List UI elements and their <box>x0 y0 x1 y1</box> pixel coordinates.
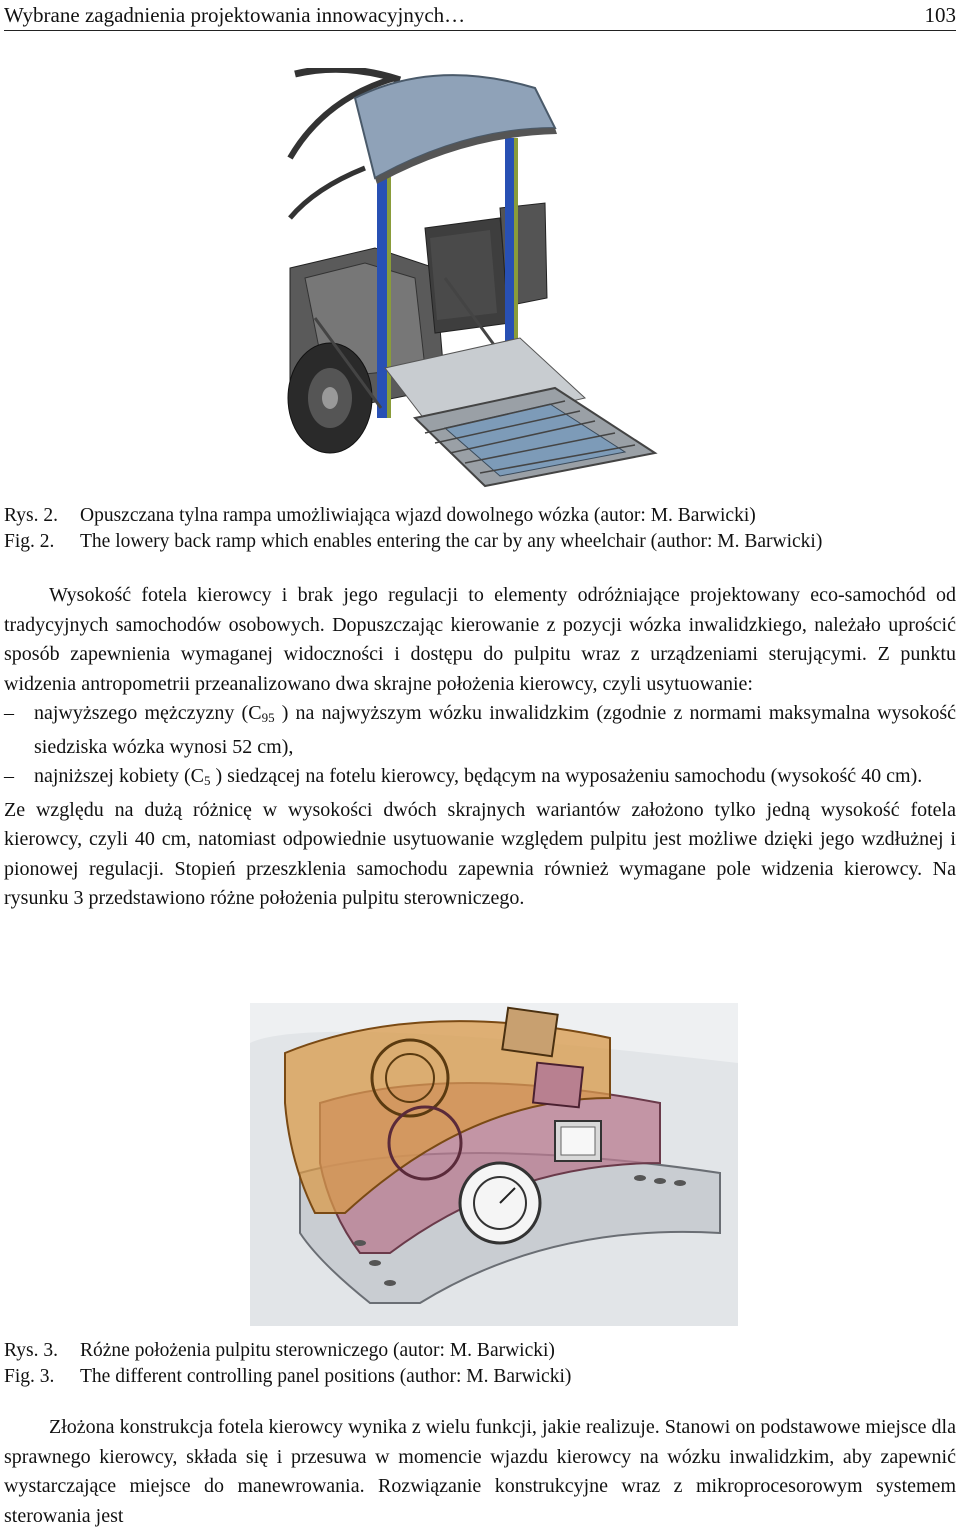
page-number: 103 <box>924 3 956 27</box>
list-item <box>4 762 956 796</box>
list-text: najwyższego mężczyzny (C <box>34 702 262 724</box>
running-header <box>4 2 956 31</box>
caption-text: Opuszczana tylna rampa umożliwiająca wjazd dowolnego wózka (autor: M. Barwicki) <box>80 505 756 526</box>
header-title: Wybrane zagadnienia projektowania innowacyjnych… <box>4 3 466 27</box>
caption-text: The lowery back ramp which enables entering the car by any wheelchair (author: M. Barwicki) <box>80 531 823 552</box>
body-text-2 <box>4 1413 956 1531</box>
figure-1-caption-pl <box>4 503 756 529</box>
list-text: ) na najwyższym wózku inwalidzkim (zgodnie z normami maksymalna wysokość siedziska wózka wynosi 52 cm), <box>34 702 956 758</box>
subscript: 5 <box>203 773 211 788</box>
paragraph: Złożona konstrukcja fotela kierowcy wynika z wielu funkcji, jakie realizuje. Stanowi on podstawowe miejsce dla sprawnego kierowcy, składa się i przesuwa w momencie wjazdu kierowcy na wózku inwalidzkim, aby zapewnić wystarczające miejsce do manewrowania. Rozwiązanie konstrukcyjne wraz z mikroprocesorowym systemem sterowania jest <box>4 1416 956 1527</box>
paragraph: Ze względu na dużą różnicę w wysokości dwóch skrajnych wariantów założono tylko jedną wysokość fotela kierowcy, czyli 40 cm, natomiast odpowiednie usytuowanie względem pulpitu jest możliwe dzięki jego wzdłużnej i pionowej regulacji. Stopień przeszklenia samochodu zapewnia również wymagane pole widzenia kierowcy. Na rysunku 3 przedstawiono różne położenia pulpitu sterowniczego. <box>4 798 956 909</box>
list-text: najniższej kobiety (C <box>34 765 204 787</box>
caption-label: Rys. 2. <box>4 505 58 526</box>
paragraph: Wysokość fotela kierowcy i brak jego regulacji to elementy odróżniające projektowany eco-samochód od tradycyjnych samochodów osobowych. Dopuszczając kierowanie z pozycji wózka inwalidzkiego, należało uprościć sposób zapewnienia wymaganej widoczności i dostępu do pulpitu wraz z urządzeniami sterującymi. Z punktu widzenia antropometrii przeanalizowano dwa skrajne położenia kierowcy, czyli usytuowanie: <box>4 584 956 695</box>
body-text-1 <box>4 581 956 914</box>
caption-text: Różne położenia pulpitu sterowniczego (autor: M. Barwicki) <box>80 1340 555 1361</box>
caption-label: Fig. 2. <box>4 531 55 552</box>
figure-3-caption-pl <box>4 1338 555 1364</box>
figure-3-caption-en <box>4 1364 571 1390</box>
subscript: 95 <box>261 710 275 725</box>
dash-marker: – <box>4 702 14 724</box>
figure-rear-ramp <box>285 68 660 488</box>
list-item <box>4 699 956 762</box>
caption-label: Fig. 3. <box>4 1366 55 1387</box>
figure-1-caption-en <box>4 529 822 555</box>
caption-label: Rys. 3. <box>4 1340 58 1361</box>
caption-text: The different controlling panel positions (author: M. Barwicki) <box>80 1366 572 1387</box>
list-text: ) siedzącej na fotelu kierowcy, będącym na wyposażeniu samochodu (wysokość 40 cm). <box>210 765 923 787</box>
figure-dashboard-positions <box>250 1003 738 1326</box>
dash-marker: – <box>4 765 14 787</box>
